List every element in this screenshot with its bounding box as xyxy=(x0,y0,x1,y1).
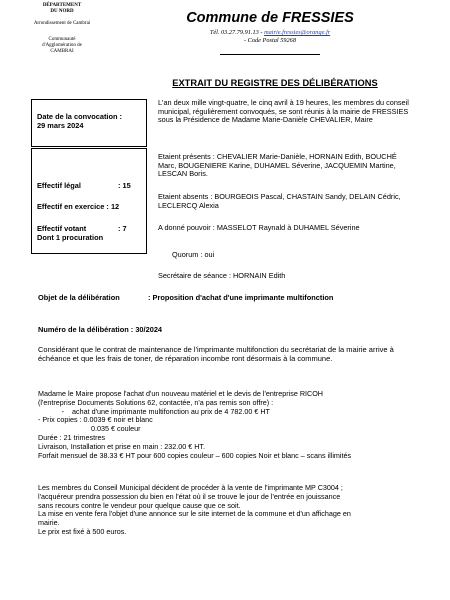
effectif-legal-value: : 15 xyxy=(118,181,131,190)
vente-line-5: mairie. xyxy=(38,518,60,528)
postal-code: - Code Postal 59268 xyxy=(244,36,296,44)
paragraph-considerant: Considérant que le contrat de maintenance de l'imprimante multifonction du secrétariat de la mairie arrive à échéance et que les frais de toner, de réparation incombe ront désormais à la commune. xyxy=(38,345,394,363)
vente-line-4: La mise en vente fera l'objet d'une annonce sur le site internet de la commune et d'un affichage en xyxy=(38,509,351,519)
effectif-votant-value: : 7 xyxy=(118,224,127,233)
procuration: Dont 1 procuration xyxy=(37,233,104,242)
bullet-dash: - xyxy=(61,406,64,416)
arrondissement-label: Arrondissement de Cambrai xyxy=(33,21,91,26)
prix-copies-couleur: 0.035 € couleur xyxy=(91,424,141,434)
contact-info xyxy=(160,29,380,44)
convocation-label: Date de la convocation : xyxy=(37,112,123,121)
effectif-legal-label: Effectif légal xyxy=(37,181,81,190)
header-rule xyxy=(220,54,320,55)
department-line-2: DU NORD xyxy=(50,9,74,14)
objet-value: : Proposition d'achat d'une imprimante multifonction xyxy=(148,293,334,302)
email-link[interactable]: mairie.fressies@orange.fr xyxy=(264,29,331,36)
proposition-line-1: Madame le Maire propose l'achat d'un nouveau matériel et le devis de l'entreprise RICOH xyxy=(38,389,323,398)
vente-line-2: l'acquéreur prendra possession du bien en l'état où il se trouve le jour de l'entrée en jouissance xyxy=(38,491,341,501)
absents-list: Etaient absents : BOURGEOIS Pascal, CHASTAIN Sandy, DELAIN Cédric, LECLERCQ Alexia xyxy=(158,192,401,210)
secretaire-seance: Secrétaire de séance : HORNAIN Edith xyxy=(158,271,286,280)
session-intro: L'an deux mille vingt-quatre, le cinq avril à 19 heures, les membres du conseil municipal, régulièrement convoqués, se sont réunis à la mairie de FRESSIES sous la Présidence de Madame Marie-Danièle CHEVALIER, Maire xyxy=(158,98,409,125)
communaute-line-2: d'Agglomération de xyxy=(42,43,82,48)
livraison: Livraison, Installation et prise en main : 232.00 € HT. xyxy=(38,441,205,451)
presents-list: Etaient présents : CHEVALIER Marie-Danièle, HORNAIN Edith, BOUCHÉ Marc, BOUGENIERE Karine, DUHAMEL Séverine, JACQUEMIN Martine, LESCAN Boris. xyxy=(158,152,397,179)
forfait-mensuel: Forfait mensuel de 38.33 € HT pour 600 copies couleur – 600 copies Noir et blanc – scans illimités xyxy=(38,450,352,460)
effectif-votant-label: Effectif votant xyxy=(37,224,87,233)
achat-line: achat d'une imprimante multifonction au prix de 4 782.00 € HT xyxy=(72,406,270,416)
document-title: EXTRAIT DU REGISTRE DES DÉLIBÉRATIONS xyxy=(172,78,378,88)
commune-title: Commune de FRESSIES xyxy=(186,10,354,26)
department-line-1: DÉPARTEMENT xyxy=(42,3,82,8)
vente-line-6: Le prix est fixé à 500 euros. xyxy=(38,526,127,536)
convocation-box xyxy=(31,99,147,147)
proposition-line-2: (l'entreprise Documents Solutions 62, contactée, n'a pas remis son offre) : xyxy=(38,397,274,407)
communaute-line-3: CAMBRAI xyxy=(50,49,74,54)
pouvoir: A donné pouvoir : MASSELOT Raynald à DUHAMEL Séverine xyxy=(158,223,360,232)
vente-line-3: sans recours contre le vendeur pour quelque cause que ce soit. xyxy=(38,500,241,510)
objet-label: Objet de la délibération xyxy=(38,293,120,302)
telephone: Tél. 03.27.79.91.13 - xyxy=(209,29,265,36)
paragraph-vente xyxy=(38,484,428,537)
convocation-date: 29 mars 2024 xyxy=(37,121,84,130)
communaute-line-1: Communauté xyxy=(48,37,76,42)
deliberation-number: Numéro de la délibération : 30/2024 xyxy=(38,325,163,334)
paragraph-proposition xyxy=(38,390,428,460)
duree: Durée : 21 trimestres xyxy=(38,432,106,442)
effectif-exercice: Effectif en exercice : 12 xyxy=(37,202,120,211)
vente-line-1: Les membres du Conseil Municipal décident de procéder à la vente de l'imprimante MP C3004 ; xyxy=(38,483,343,492)
quorum: Quorum : oui xyxy=(172,250,215,259)
effectif-box xyxy=(31,148,147,254)
prix-copies-nb: - Prix copies : 0.0039 € noir et blanc xyxy=(38,415,153,425)
department-header xyxy=(22,3,102,55)
